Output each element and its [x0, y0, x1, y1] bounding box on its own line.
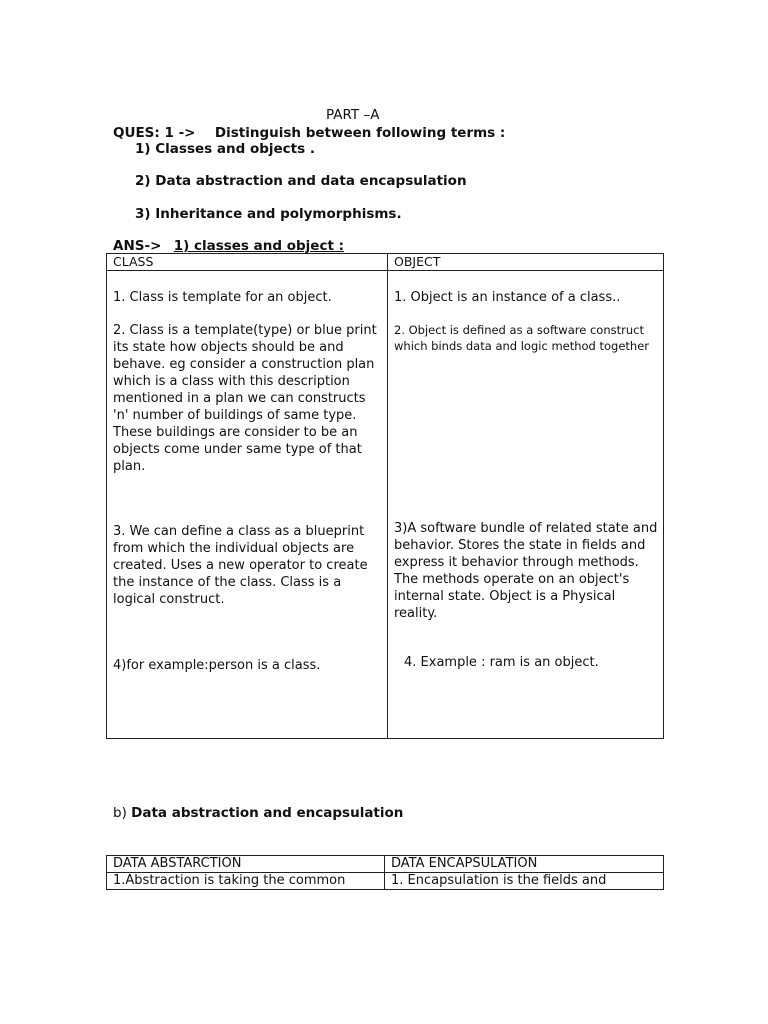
question-line	[113, 125, 505, 141]
abstraction-encapsulation-table	[106, 855, 664, 890]
table-header-cell	[388, 254, 664, 271]
object-point-4: 4. Example : ram is an object.	[404, 655, 599, 670]
object-point-2: 2. Object is defined as a software construct which binds data and logic method together	[394, 323, 650, 353]
class-point-4: 4)for example:person is a class.	[113, 658, 321, 673]
answer-title: 1) classes and object :	[173, 238, 345, 254]
section-b-title: Data abstraction and encapsulation	[131, 805, 404, 821]
section-b-prefix: b)	[113, 805, 127, 821]
table-row	[107, 873, 664, 890]
question-prefix: QUES: 1 ->	[113, 125, 196, 141]
object-point-3: 3)A software bundle of related state and behavior. Stores the state in fields and express it behavior through methods. The methods operate on an object's internal state. Object is a Physical reality.	[394, 521, 658, 621]
header-class: CLASS	[113, 254, 154, 269]
table-cell	[385, 873, 664, 890]
class-point-3: 3. We can define a class as a blueprint from which the individual objects are created. Uses a new operator to create the instance of the class. Class is a logical construct.	[113, 524, 368, 607]
header-object: OBJECT	[394, 254, 441, 269]
object-column	[388, 271, 664, 739]
section-b-heading	[113, 805, 403, 821]
table-header-cell	[385, 856, 664, 873]
class-point-2: 2. Class is a template(type) or blue print its state how objects should be and behave. eg consider a construction plan which is a class with this description mentioned in a plan we can constructs 'n' number of buildings of same type. These buildings are consider to be an objects come under same type of that plan.	[113, 323, 377, 474]
encapsulation-point-1: 1. Encapsulation is the fields and	[391, 873, 607, 888]
abstraction-point-1: 1.Abstraction is taking the common	[113, 873, 346, 888]
question-item-2: 2) Data abstraction and data encapsulation	[135, 173, 467, 189]
answer-prefix: ANS->	[113, 238, 162, 254]
question-item-1: 1) Classes and objects .	[135, 141, 315, 157]
class-object-table	[106, 253, 664, 739]
object-point-1: 1. Object is an instance of a class..	[394, 290, 621, 305]
table-header-row	[107, 856, 664, 873]
question-item-3: 3) Inheritance and polymorphisms.	[135, 206, 402, 222]
table-cell	[107, 873, 385, 890]
answer-line	[113, 238, 344, 254]
table-header-cell	[107, 856, 385, 873]
class-column	[107, 271, 388, 739]
header-encapsulation: DATA ENCAPSULATION	[391, 856, 538, 871]
table-header-cell	[107, 254, 388, 271]
part-heading: PART –A	[326, 107, 380, 123]
class-point-1: 1. Class is template for an object.	[113, 290, 332, 305]
table-header-row	[107, 254, 664, 271]
header-abstraction: DATA ABSTARCTION	[113, 856, 242, 871]
table-row	[107, 271, 664, 739]
question-text: Distinguish between following terms :	[214, 125, 506, 141]
